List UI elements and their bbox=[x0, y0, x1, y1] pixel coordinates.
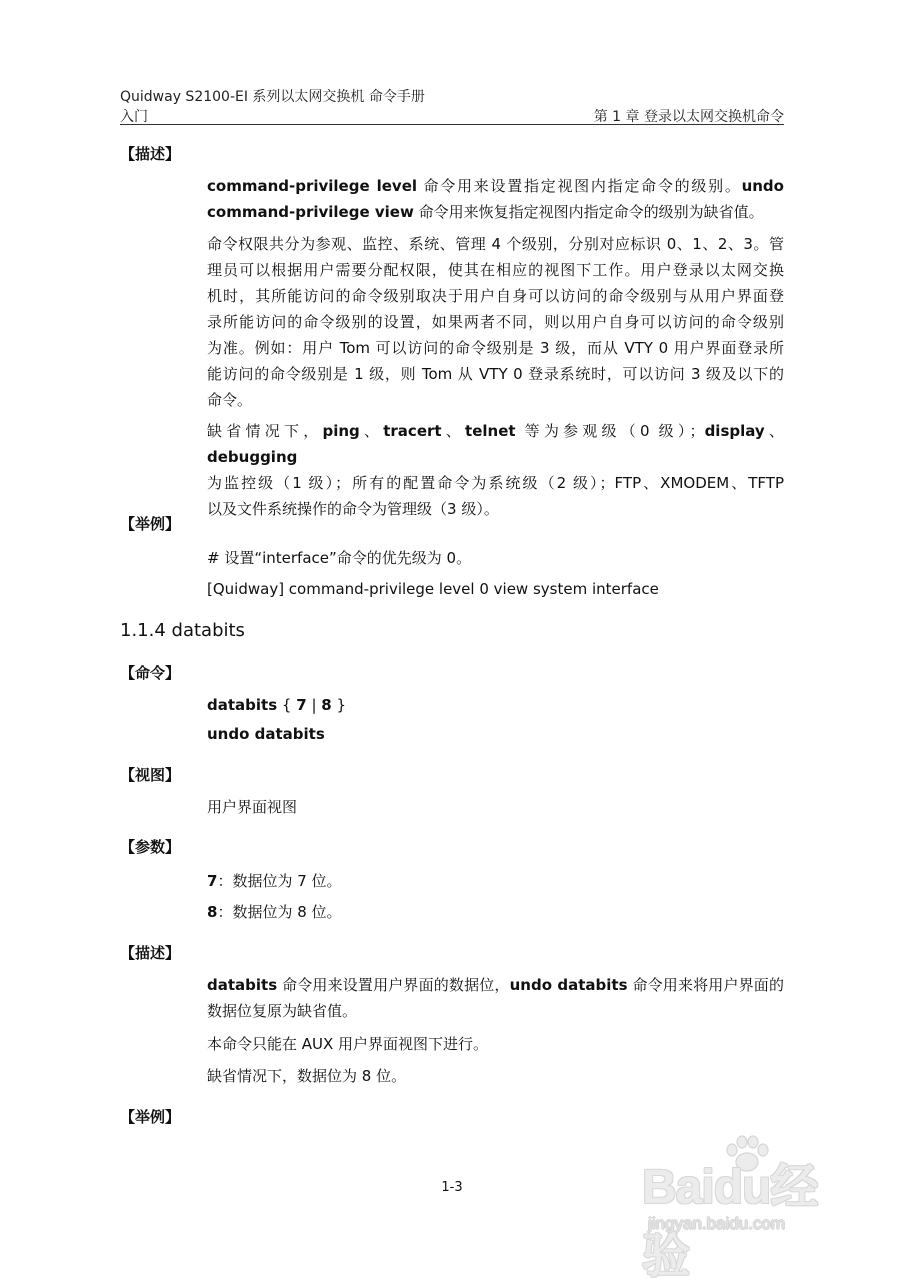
syntax-brace: { bbox=[277, 696, 297, 714]
command-keyword: ping bbox=[322, 422, 360, 440]
command-keyword: undo bbox=[741, 177, 784, 195]
parameter-8 bbox=[207, 899, 784, 925]
paragraph-line: 录所能访问的命令级别的设置，如果两者不同，则以用户自身可以访问的命令级别 bbox=[207, 313, 784, 331]
description-paragraph-1 bbox=[207, 173, 784, 225]
command-name: command-privilege view bbox=[207, 203, 414, 221]
paragraph-line: 以及文件系统操作的命令为管理级（3 级）。 bbox=[207, 500, 499, 518]
description-text: 命令用来设置指定视图内指定命令的级别。 bbox=[417, 177, 742, 195]
text: 、 bbox=[441, 422, 466, 440]
command-keyword: tracert bbox=[383, 422, 442, 440]
view-text: 用户界面视图 bbox=[207, 798, 298, 816]
header-part: 入门 bbox=[120, 109, 148, 125]
syntax-separator: | bbox=[306, 696, 322, 714]
parameter-description: ：数据位为 8 位。 bbox=[217, 903, 342, 921]
command-keyword: display bbox=[704, 422, 765, 440]
paragraph-line: 理员可以根据用户需要分配权限，使其在相应的视图下工作。用户登录以太网交换 bbox=[207, 261, 784, 279]
paragraph-line: 命令。 bbox=[207, 391, 253, 409]
paragraph-line: 能访问的命令级别是 1 级，则 Tom 从 VTY 0 登录系统时，可以访问 3 级及以下的 bbox=[207, 365, 784, 383]
section-heading-example: 【举例】 bbox=[120, 515, 181, 533]
text: 缺省情况下， bbox=[207, 422, 323, 440]
paragraph-line bbox=[207, 418, 784, 470]
baidu-jingyan-watermark bbox=[642, 1140, 862, 1283]
section-heading-command: 【命令】 bbox=[120, 664, 181, 682]
description-line-1 bbox=[207, 173, 784, 199]
command-syntax-1 bbox=[207, 692, 784, 718]
description-2-paragraph-1 bbox=[207, 972, 784, 1024]
description-line-2 bbox=[207, 199, 784, 225]
command-keyword: databits bbox=[207, 976, 278, 994]
section-heading-parameters: 【参数】 bbox=[120, 838, 181, 856]
page-number: 1-3 bbox=[441, 1180, 463, 1195]
description-text: 命令用来恢复指定视图内指定命令的级别为缺省值。 bbox=[413, 203, 764, 221]
text: 等为参观级（0 级）； bbox=[515, 422, 705, 440]
paragraph-line: 数据位复原为缺省值。 bbox=[207, 1002, 358, 1020]
header-rule bbox=[120, 124, 784, 125]
subsection-title: 1.1.4 databits bbox=[120, 620, 245, 641]
command-keyword: databits bbox=[207, 696, 278, 714]
text: 命令用来设置用户界面的数据位， bbox=[277, 976, 510, 994]
command-keyword: debugging bbox=[207, 448, 298, 466]
parameter-description: ：数据位为 7 位。 bbox=[217, 872, 342, 890]
parameter-name: 8 bbox=[207, 903, 218, 921]
command-name: command-privilege level bbox=[207, 177, 418, 195]
example-command: [Quidway] command-privilege level 0 view system interface bbox=[207, 580, 659, 598]
syntax-option: 7 bbox=[296, 696, 307, 714]
text: 命令用来将用户界面的 bbox=[627, 976, 784, 994]
watermark-url: jingyan.baidu.com bbox=[648, 1214, 786, 1233]
paragraph-line: 为监控级（1 级）；所有的配置命令为系统级（2 级）；FTP、XMODEM、TFTP bbox=[207, 474, 784, 492]
parameter-name: 7 bbox=[207, 872, 218, 890]
paragraph-line: 命令权限共分为参观、监控、系统、管理 4 个级别，分别对应标识 0、1、2、3。管 bbox=[207, 235, 784, 253]
description-paragraph-3 bbox=[207, 418, 784, 522]
section-heading-description: 【描述】 bbox=[120, 145, 181, 163]
description-paragraph-2 bbox=[207, 231, 784, 413]
paragraph-line: 机时，其所能访问的命令级别取决于用户自身可以访问的命令级别与从用户界面登 bbox=[207, 287, 784, 305]
section-heading-description-2: 【描述】 bbox=[120, 944, 181, 962]
description-2-paragraph-3: 缺省情况下，数据位为 8 位。 bbox=[207, 1067, 407, 1085]
paragraph-line: 为准。例如：用户 Tom 可以访问的命令级别是 3 级，而从 VTY 0 用户界面登录所 bbox=[207, 339, 784, 357]
watermark-logo: Baidu经验 bbox=[642, 1161, 818, 1283]
command-keyword: undo databits bbox=[509, 976, 628, 994]
paragraph-line bbox=[207, 972, 784, 998]
description-2-paragraph-2: 本命令只能在 AUX 用户界面视图下进行。 bbox=[207, 1035, 489, 1053]
header-book-title: Quidway S2100-EI 系列以太网交换机 命令手册 bbox=[120, 89, 425, 105]
syntax-option: 8 bbox=[321, 696, 332, 714]
syntax-brace: } bbox=[331, 696, 347, 714]
command-keyword: telnet bbox=[465, 422, 516, 440]
section-heading-view: 【视图】 bbox=[120, 766, 181, 784]
section-heading-example-2: 【举例】 bbox=[120, 1108, 181, 1126]
parameter-7 bbox=[207, 868, 784, 894]
header-chapter: 第 1 章 登录以太网交换机命令 bbox=[593, 109, 784, 125]
text: 、 bbox=[764, 422, 784, 440]
text: 、 bbox=[359, 422, 384, 440]
example-comment: # 设置“interface”命令的优先级为 0。 bbox=[207, 549, 472, 567]
command-syntax-2: undo databits bbox=[207, 725, 325, 743]
